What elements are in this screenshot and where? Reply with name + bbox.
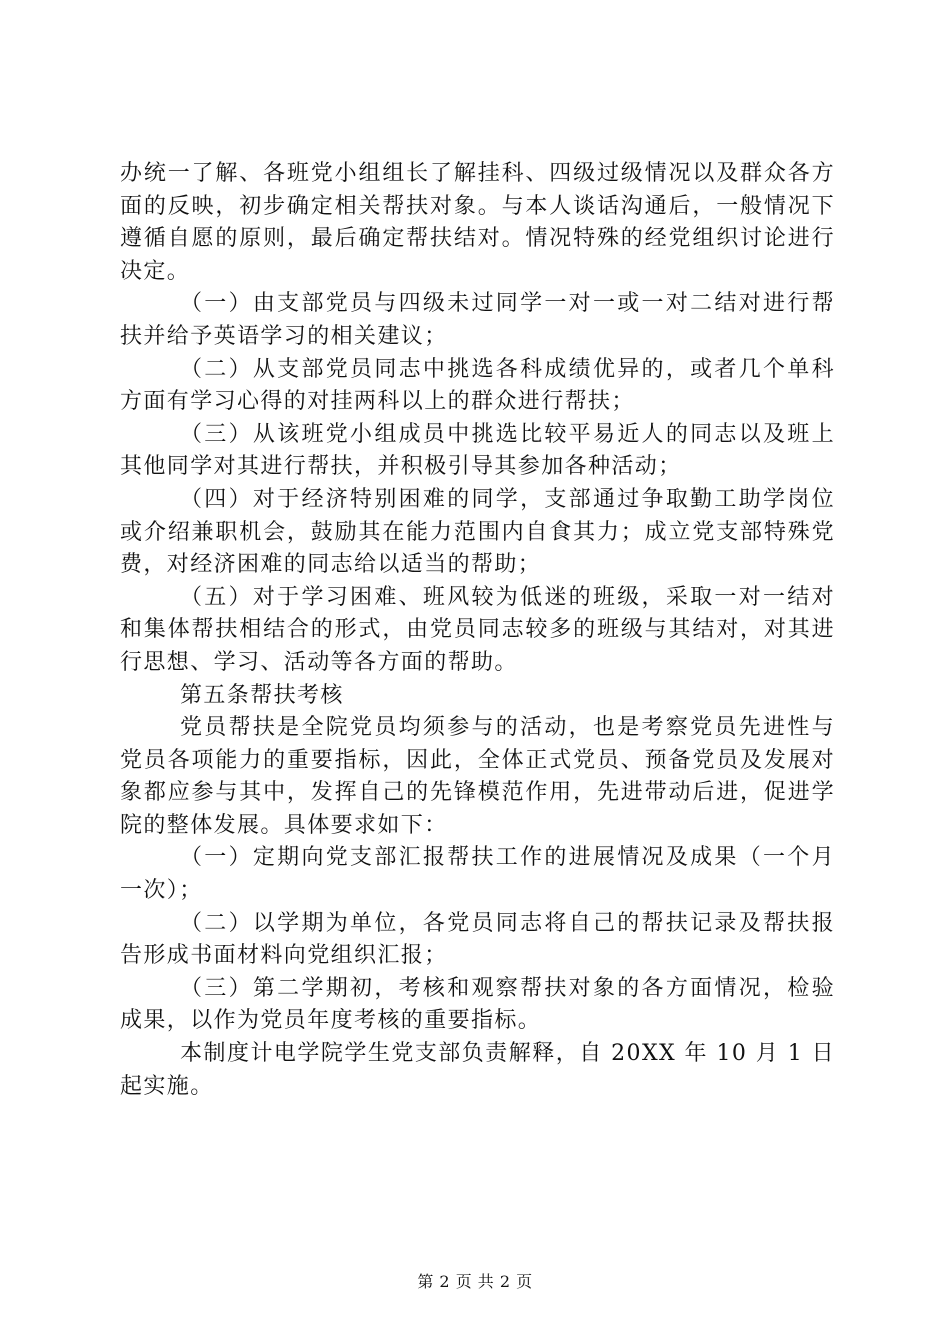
paragraph-item-1: （一）由支部党员与四级未过同学一对一或一对二结对进行帮扶并给予英语学习的相关建议； (120, 291, 835, 349)
paragraph-item-2: （二）从支部党员同志中挑选各科成绩优异的，或者几个单科方面有学习心得的对挂两科以上的群众进行帮扶； (120, 356, 835, 415)
paragraph-requirement-2: （二）以学期为单位，各党员同志将自己的帮扶记录及帮扶报告形成书面材料向党组织汇报； (120, 910, 835, 969)
paragraph-section-intro: 党员帮扶是全院党员均须参与的活动，也是考察党员先进性与党员各项能力的重要指标，因此，全体正式党员、预备党员及发展对象都应参与其中，发挥自己的先锋模范作用，先进带动后进，促进学院的整体发展。具体要求如下： (120, 715, 835, 838)
paragraph-continuation: 办统一了解、各班党小组组长了解挂科、四级过级情况以及群众各方面的反映，初步确定相关帮扶对象。与本人谈话沟通后，一般情况下遵循自愿的原则，最后确定帮扶结对。情况特殊的经党组织讨论进行决定。 (120, 161, 835, 284)
paragraph-requirement-3: （三）第二学期初，考核和观察帮扶对象的各方面情况，检验成果，以作为党员年度考核的重要指标。 (120, 975, 835, 1034)
page-footer: 第 2 页 共 2 页 (417, 1272, 533, 1291)
paragraph-item-3: （三）从该班党小组成员中挑选比较平易近人的同志以及班上其他同学对其进行帮扶，并积极引导其参加各种活动； (120, 421, 835, 480)
paragraph-item-4: （四）对于经济特别困难的同学，支部通过争取勤工助学岗位或介绍兼职机会，鼓励其在能力范围内自食其力；成立党支部特殊党费，对经济困难的同志给以适当的帮助； (120, 486, 835, 578)
document-body (120, 158, 835, 1103)
paragraph-closing: 本制度计电学院学生党支部负责解释，自 20XX 年 10 月 1 日起实施。 (120, 1041, 835, 1099)
paragraph-requirement-1: （一）定期向党支部汇报帮扶工作的进展情况及成果（一个月一次）； (120, 845, 835, 904)
paragraph-item-5: （五）对于学习困难、班风较为低迷的班级，采取一对一结对和集体帮扶相结合的形式，由党员同志较多的班级与其结对，对其进行思想、学习、活动等各方面的帮助。 (120, 584, 835, 675)
section-heading: 第五条帮扶考核 (180, 682, 344, 708)
